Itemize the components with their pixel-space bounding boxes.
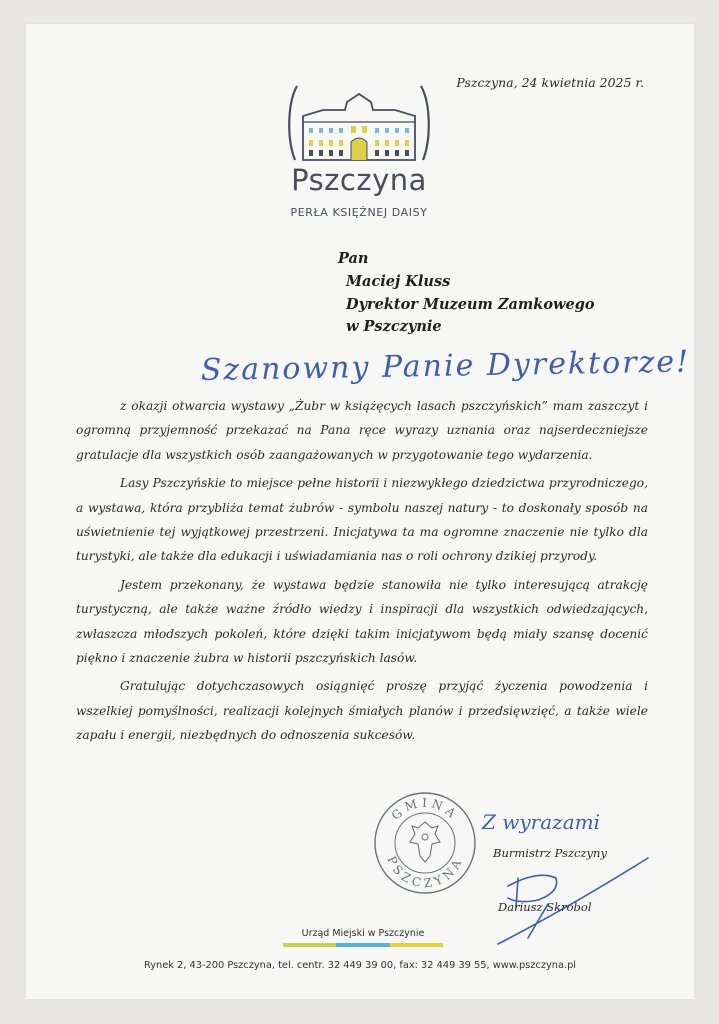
- closing-text: Z wyrazami: [482, 810, 600, 834]
- signatory-role: Burmistrz Pszczyny: [493, 846, 607, 860]
- closing-handwriting: [478, 797, 658, 847]
- castle-logo-icon: [283, 82, 435, 164]
- paragraph-2: Lasy Pszczyńskie to miejsce pełne historii i niezwykłego dziedzictwa przyrodniczego, a wystawa, która przybliża temat żubrów - symbolu naszej natury - to doskonały sposób na uświetnienie tej wyjątkowej przestrzeni. Inicjatywa ta ma ogromne znaczenie nie tylko dla turystyki, ale także dla edukacji i uświadamiania nas o roli ochrony dzikiej przyrody.: [76, 476, 648, 564]
- svg-text:PSZCZYNA: [384, 854, 466, 891]
- handwritten-greeting: [195, 340, 691, 396]
- letter-body: [76, 394, 648, 752]
- footer-color-stripe: [283, 943, 443, 947]
- recipient-title: Pan: [338, 250, 369, 267]
- greeting-text: Szanowny Panie Dyrektorze!: [200, 344, 691, 388]
- paragraph-3: Jestem przekonany, że wystawa będzie stanowiła nie tylko interesującą atrakcję turystyczną, ale także ważne źródło wiedzy i inspiracji dla wszystkich odwiedzających, zwłaszcza młodszych pokoleń, które dzięki takim inicjatywom będą miały szansę docenić piękno i znaczenie żubra w historii pszczyńskich lasów.: [76, 577, 648, 666]
- recipient-place: w Pszczynie: [346, 318, 442, 335]
- seal-top-text: GMINA: [388, 795, 462, 823]
- recipient-name: Maciej Kluss: [346, 273, 451, 290]
- footer-contact: Rynek 2, 43-200 Pszczyna, tel. centr. 32 449 39 00, fax: 32 449 39 55, www.pszczyna.pl: [143, 960, 577, 971]
- logo-tagline: PERŁA KSIĘŻNEJ DAISY: [290, 206, 428, 219]
- stripe-green: [283, 943, 336, 947]
- seal-bottom-text: PSZCZYNA: [384, 853, 466, 891]
- paragraph-4: Gratulując dotychczasowych osiągnięć proszę przyjąć życzenia powodzenia i wszelkiej pomyślności, realizacji kolejnych śmiałych planów i przedsięwzięć, a także wiele zapału i energii, niezbędnych do odnoszenia sukcesów.: [76, 679, 648, 743]
- stripe-blue: [336, 943, 389, 947]
- letter-date: Pszczyna, 24 kwietnia 2025 r.: [456, 75, 644, 90]
- footer-office: Urząd Miejski w Pszczynie: [301, 928, 425, 939]
- stripe-yellow: [390, 943, 443, 947]
- logo-wordmark: Pszczyna: [291, 163, 427, 197]
- signatory-name: Dariusz Skrobol: [498, 900, 592, 914]
- recipient-position: Dyrektor Muzeum Zamkowego: [346, 296, 595, 313]
- municipal-seal-icon: [372, 790, 478, 896]
- paragraph-1: z okazji otwarcia wystawy „Żubr w książęcych lasach pszczyńskich” mam zaszczyt i ogromną przyjemność przekazać na Pana ręce wyrazy uznania oraz najserdeczniejsze gratulacje dla wszystkich osób zaangażowanych w przygotowanie tego wydarzenia.: [76, 399, 648, 462]
